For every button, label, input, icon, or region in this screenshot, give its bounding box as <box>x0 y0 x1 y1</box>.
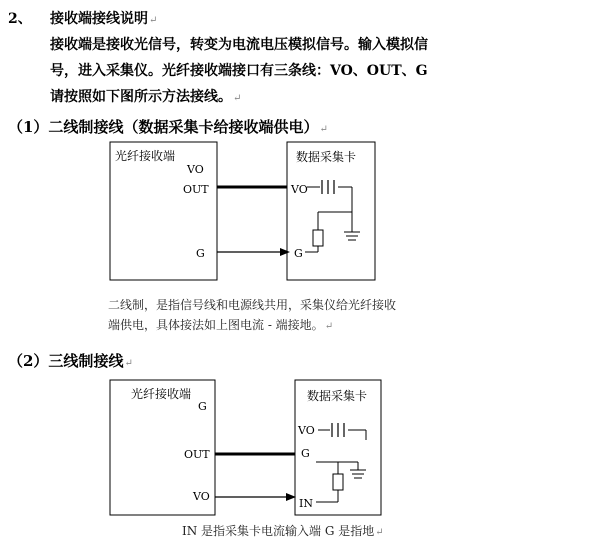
diagram2-caption <box>182 522 384 539</box>
d2-pin-out: OUT <box>184 448 210 461</box>
diagram1-caption-line-2 <box>108 316 333 333</box>
paragraph-line-3-text: 请按照如下图所示方法接线。 <box>50 89 232 105</box>
d1-pin-out: OUT <box>183 183 209 196</box>
d2-pin-g: G <box>198 400 207 413</box>
diagram2-caption-text: IN 是指采集卡电流输入端 G 是指地 <box>182 524 375 538</box>
d1-daq-pin-g: G <box>294 247 303 260</box>
paragraph-mark-icon: ↵ <box>149 15 158 26</box>
diagram1-caption-line-2-text: 端供电，具体接法如上图电流 - 端接地。 <box>108 318 324 332</box>
paragraph-mark-icon: ↵ <box>233 93 242 104</box>
d2-daq-pin-vo: VO <box>298 424 315 437</box>
paragraph-mark-icon: ↵ <box>375 527 384 538</box>
d2-daq-pin-in: IN <box>299 497 313 510</box>
paragraph-mark-icon: ↵ <box>319 124 328 135</box>
section-title-text: 接收端接线说明 <box>50 11 148 27</box>
d2-receiver-title: 光纤接收端 <box>131 387 192 401</box>
d2-daq-title: 数据采集卡 <box>307 389 368 403</box>
d1-pin-g: G <box>196 247 205 260</box>
d1-resistor-icon <box>313 230 323 246</box>
paragraph-line-2: 号，进入采集仪。光纤接收端接口有三条线：VO、OUT、G <box>50 63 428 79</box>
diagram2-heading <box>8 350 133 371</box>
diagram1-caption-line-1: 二线制，是指信号线和电源线共用，采集仪给光纤接收 <box>108 298 397 312</box>
paragraph-mark-icon: ↵ <box>124 358 133 369</box>
paragraph-line-1: 接收端是接收光信号，转变为电流电压模拟信号。输入模拟信 <box>50 37 428 53</box>
d1-pin-vo: VO <box>187 163 204 176</box>
section-number: 2、 <box>8 11 32 27</box>
diagram1-heading-text: （1）二线制接线（数据采集卡给接收端供电） <box>8 118 319 136</box>
d1-daq-pin-vo: VO <box>291 183 308 196</box>
d2-resistor-icon <box>333 474 343 490</box>
d1-receiver-title: 光纤接收端 <box>115 149 176 163</box>
d1-ground-arrow-icon <box>280 248 290 256</box>
paragraph-mark-icon: ↵ <box>324 321 334 332</box>
d2-pin-vo: VO <box>193 490 210 503</box>
d2-daq-pin-g: G <box>301 447 310 460</box>
diagram2-heading-text: （2）三线制接线 <box>8 352 124 370</box>
d1-daq-title: 数据采集卡 <box>296 150 357 164</box>
